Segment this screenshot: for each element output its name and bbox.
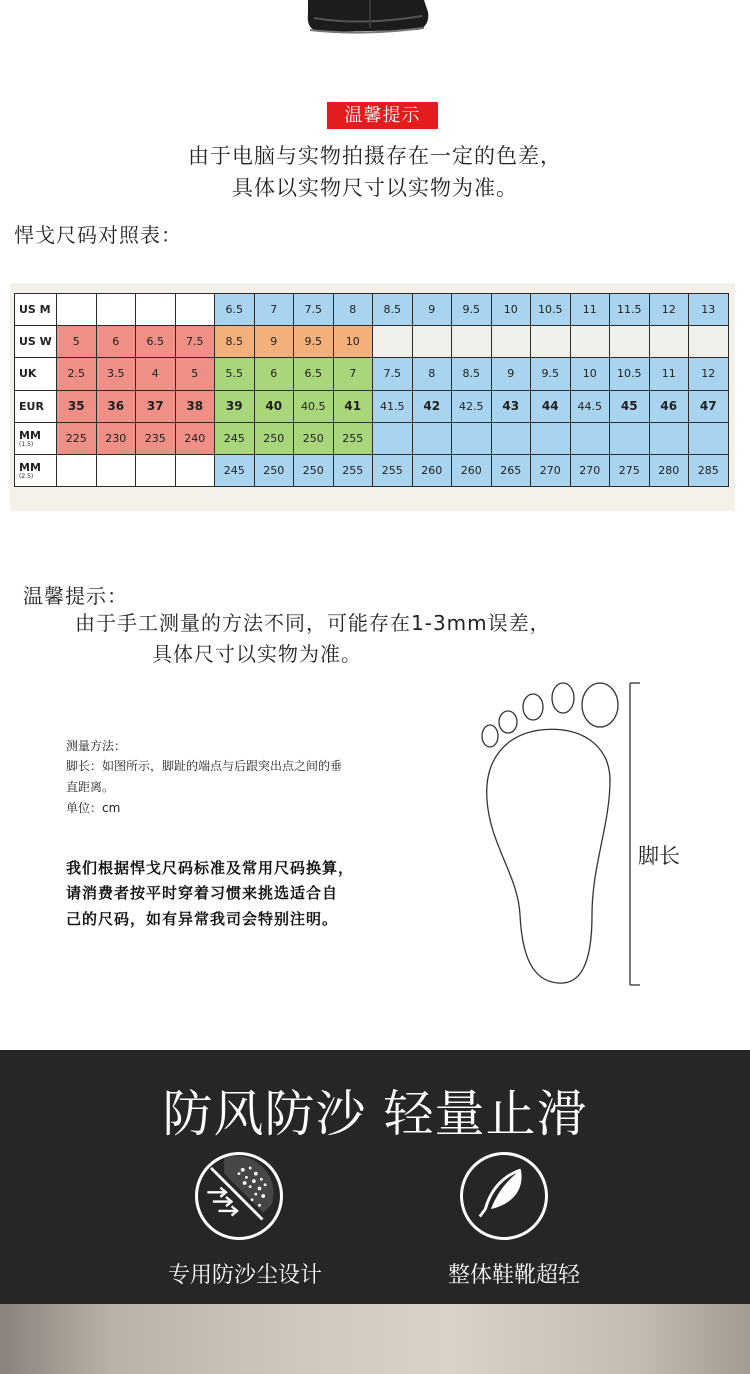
size-row xyxy=(15,390,729,422)
size-cell xyxy=(452,326,492,358)
size-cell: 5 xyxy=(57,326,97,358)
size-row-label: UK xyxy=(15,358,57,390)
size-row xyxy=(15,326,729,358)
notice-line-2: 具体以实物尺寸以实物为准。 xyxy=(232,176,518,200)
size-row-label: MM (1.5) xyxy=(15,422,57,454)
notice-tag: 温馨提示 xyxy=(327,102,438,129)
size-cell: 250 xyxy=(254,422,294,454)
size-cell: 45 xyxy=(610,390,650,422)
notice-line-1: 由于电脑与实物拍摄存在一定的色差， xyxy=(188,144,562,168)
foot-outline-icon xyxy=(470,675,660,995)
size-row-label: US W xyxy=(15,326,57,358)
size-cell: 250 xyxy=(294,422,334,454)
product-shoe-image xyxy=(300,0,435,36)
size-cell: 255 xyxy=(373,454,413,486)
size-cell: 3.5 xyxy=(96,358,136,390)
size-cell xyxy=(689,422,729,454)
feather-icon xyxy=(460,1152,548,1240)
size-cell: 4 xyxy=(136,358,176,390)
size-cell: 5 xyxy=(175,358,215,390)
size-cell: 11.5 xyxy=(610,294,650,326)
size-cell: 9 xyxy=(491,358,531,390)
size-cell: 10 xyxy=(570,358,610,390)
size-cell: 230 xyxy=(96,422,136,454)
size-row-label: US M xyxy=(15,294,57,326)
measurement-unit: 单位：cm xyxy=(66,801,121,815)
size-cell: 7.5 xyxy=(294,294,334,326)
size-cell: 41.5 xyxy=(373,390,413,422)
size-cell: 8.5 xyxy=(452,358,492,390)
size-cell: 8.5 xyxy=(215,326,255,358)
size-cell: 245 xyxy=(215,454,255,486)
tips-line-2: 具体尺寸以实物为准。 xyxy=(152,642,362,666)
advice-line-3: 己的尺码，如有异常我司会特别注明。 xyxy=(66,910,339,928)
size-cell xyxy=(57,294,97,326)
size-cell: 10 xyxy=(491,294,531,326)
size-cell: 35 xyxy=(57,390,97,422)
size-cell: 270 xyxy=(531,454,571,486)
size-cell: 12 xyxy=(689,358,729,390)
size-cell xyxy=(610,422,650,454)
size-cell: 40.5 xyxy=(294,390,334,422)
size-cell: 11 xyxy=(649,358,689,390)
size-cell xyxy=(610,326,650,358)
product-photo-strip xyxy=(0,1304,750,1374)
size-cell: 41 xyxy=(333,390,373,422)
measurement-title: 测量方法： xyxy=(66,739,127,753)
size-cell: 260 xyxy=(452,454,492,486)
size-cell: 9 xyxy=(254,326,294,358)
size-cell: 8.5 xyxy=(373,294,413,326)
measurement-line-1: 脚长：如图所示，脚趾的端点与后跟突出点之间的垂 xyxy=(66,759,343,773)
size-row xyxy=(15,358,729,390)
size-cell: 11 xyxy=(570,294,610,326)
size-cell xyxy=(96,294,136,326)
size-cell xyxy=(175,294,215,326)
size-cell xyxy=(136,294,176,326)
size-row xyxy=(15,422,729,454)
size-cell: 250 xyxy=(254,454,294,486)
size-cell xyxy=(531,422,571,454)
size-cell xyxy=(689,326,729,358)
size-cell: 44 xyxy=(531,390,571,422)
size-cell xyxy=(452,422,492,454)
size-cell xyxy=(373,422,413,454)
advice-line-1: 我们根据悍戈尺码标准及常用尺码换算， xyxy=(66,859,355,877)
size-cell: 255 xyxy=(333,422,373,454)
size-table xyxy=(14,293,729,487)
size-cell: 47 xyxy=(689,390,729,422)
size-cell: 10.5 xyxy=(531,294,571,326)
size-cell: 9.5 xyxy=(452,294,492,326)
size-cell xyxy=(412,326,452,358)
size-cell xyxy=(491,422,531,454)
size-cell: 6 xyxy=(254,358,294,390)
size-cell: 13 xyxy=(689,294,729,326)
size-cell: 6.5 xyxy=(215,294,255,326)
size-cell: 42.5 xyxy=(452,390,492,422)
size-cell: 12 xyxy=(649,294,689,326)
size-cell: 255 xyxy=(333,454,373,486)
size-cell: 39 xyxy=(215,390,255,422)
size-cell: 265 xyxy=(491,454,531,486)
feature-label-dust: 专用防沙尘设计 xyxy=(167,1263,322,1288)
size-cell: 260 xyxy=(412,454,452,486)
size-table-title: 悍戈尺码对照表： xyxy=(14,223,182,247)
foot-length-label: 脚长 xyxy=(638,844,680,868)
size-cell: 43 xyxy=(491,390,531,422)
size-cell: 9.5 xyxy=(294,326,334,358)
size-cell: 6.5 xyxy=(136,326,176,358)
size-cell xyxy=(57,454,97,486)
size-cell xyxy=(491,326,531,358)
size-cell: 6 xyxy=(96,326,136,358)
size-cell xyxy=(373,326,413,358)
size-cell: 46 xyxy=(649,390,689,422)
feature-label-light: 整体鞋靴超轻 xyxy=(447,1263,580,1288)
size-cell: 42 xyxy=(412,390,452,422)
size-row-label: MM (2.5) xyxy=(15,454,57,486)
size-cell: 40 xyxy=(254,390,294,422)
measurement-line-2: 直距离。 xyxy=(66,780,115,794)
size-cell: 8 xyxy=(333,294,373,326)
size-cell: 38 xyxy=(175,390,215,422)
size-cell xyxy=(412,422,452,454)
size-cell xyxy=(649,326,689,358)
size-cell: 10.5 xyxy=(610,358,650,390)
size-cell xyxy=(531,326,571,358)
size-cell: 9.5 xyxy=(531,358,571,390)
size-cell: 250 xyxy=(294,454,334,486)
size-cell: 7.5 xyxy=(175,326,215,358)
size-cell: 37 xyxy=(136,390,176,422)
size-cell xyxy=(570,422,610,454)
size-cell: 6.5 xyxy=(294,358,334,390)
tips-line-1: 由于手工测量的方法不同，可能存在1-3mm误差， xyxy=(75,611,551,635)
size-cell xyxy=(175,454,215,486)
size-cell: 280 xyxy=(649,454,689,486)
size-cell: 245 xyxy=(215,422,255,454)
size-cell: 240 xyxy=(175,422,215,454)
advice-line-2: 请消费者按平时穿着习惯来挑选适合自 xyxy=(66,884,339,902)
size-chart xyxy=(10,283,735,511)
banner-title: 防风防沙 轻量止滑 xyxy=(162,1085,588,1143)
size-cell: 7 xyxy=(333,358,373,390)
size-cell: 270 xyxy=(570,454,610,486)
size-cell: 7 xyxy=(254,294,294,326)
size-cell: 36 xyxy=(96,390,136,422)
size-row xyxy=(15,454,729,486)
size-cell: 285 xyxy=(689,454,729,486)
size-cell: 2.5 xyxy=(57,358,97,390)
size-cell xyxy=(136,454,176,486)
size-cell xyxy=(649,422,689,454)
size-cell: 10 xyxy=(333,326,373,358)
size-cell: 8 xyxy=(412,358,452,390)
size-cell: 5.5 xyxy=(215,358,255,390)
size-row xyxy=(15,294,729,326)
size-cell: 7.5 xyxy=(373,358,413,390)
size-cell: 44.5 xyxy=(570,390,610,422)
size-cell: 235 xyxy=(136,422,176,454)
size-row-label: EUR xyxy=(15,390,57,422)
size-cell xyxy=(570,326,610,358)
size-cell: 225 xyxy=(57,422,97,454)
tips-title: 温馨提示： xyxy=(23,584,128,608)
size-cell: 275 xyxy=(610,454,650,486)
dust-proof-icon xyxy=(195,1152,283,1240)
size-cell: 9 xyxy=(412,294,452,326)
size-cell xyxy=(96,454,136,486)
